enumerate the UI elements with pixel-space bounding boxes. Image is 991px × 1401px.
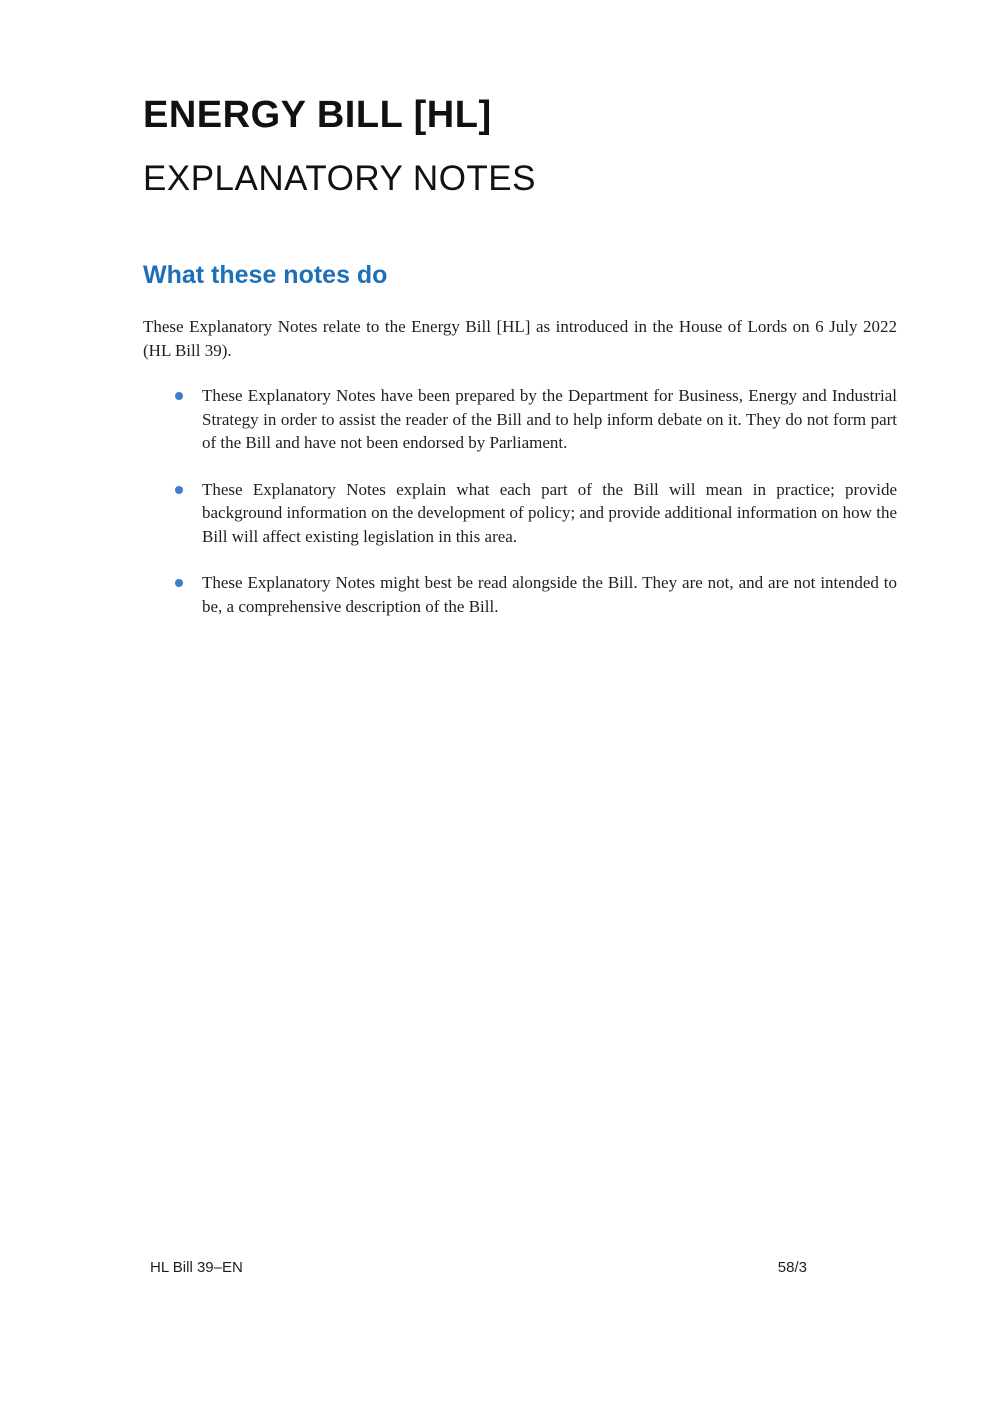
document-subtitle: EXPLANATORY NOTES [143, 159, 536, 198]
bullet-icon [175, 486, 183, 494]
list-item [143, 571, 897, 618]
page-footer [150, 1259, 807, 1276]
bullet-text: These Explanatory Notes explain what each part of the Bill will mean in practice; provide background information on the development of policy; and provide additional information on how the Bill will affect existing legislation in this area. [202, 479, 897, 546]
bullet-icon [175, 579, 183, 587]
bullet-text: These Explanatory Notes might best be read alongside the Bill. They are not, and are not intended to be, a comprehensive description of the Bill. [202, 573, 897, 616]
section-heading: What these notes do [143, 261, 388, 289]
list-item [143, 478, 897, 549]
document-title: ENERGY BILL [HL] [143, 94, 492, 136]
footer-bill-reference: HL Bill 39–EN [150, 1259, 243, 1276]
bullet-text: These Explanatory Notes have been prepared by the Department for Business, Energy and Industrial Strategy in order to assist the reader of the Bill and to help inform debate on it. They do not form part of the Bill and have not been endorsed by Parliament. [202, 386, 897, 452]
bullet-icon [175, 392, 183, 400]
document-content [143, 0, 897, 641]
list-item [143, 384, 897, 455]
intro-paragraph: These Explanatory Notes relate to the Energy Bill [HL] as introduced in the House of Lords on 6 July 2022 (HL Bill 39). [143, 317, 897, 360]
bullet-list [143, 384, 897, 618]
footer-page-number: 58/3 [777, 1259, 807, 1276]
